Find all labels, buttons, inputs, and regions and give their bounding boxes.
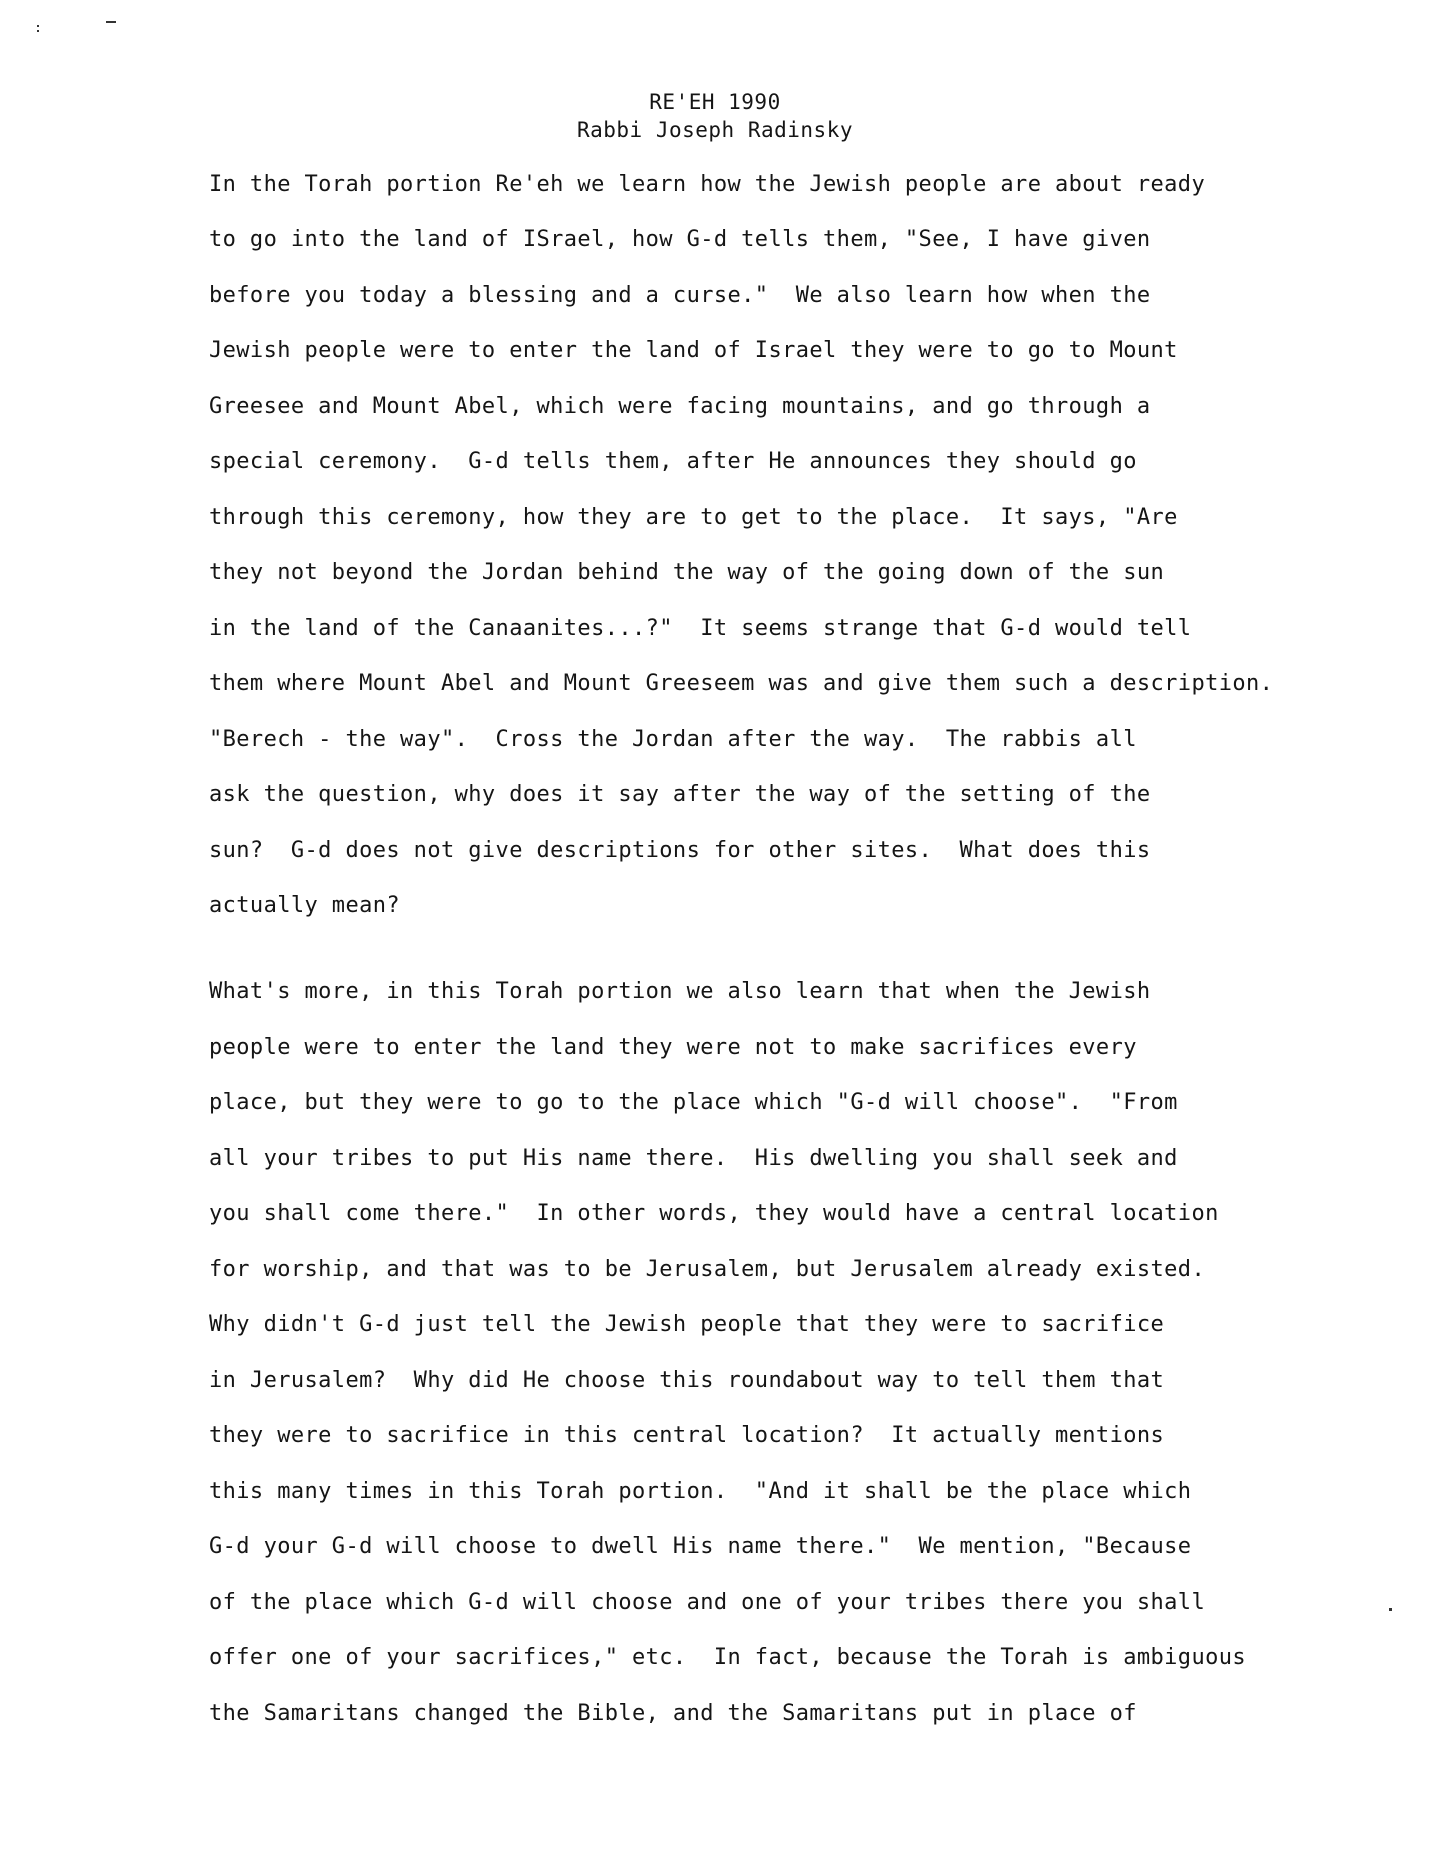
text-line: place, but they were to go to the place which "G-d will choose". "From	[209, 1090, 1178, 1115]
document-author: Rabbi Joseph Radinsky	[576, 118, 853, 142]
text-line: all your tribes to put His name there. His dwelling you shall seek and	[209, 1146, 1178, 1171]
text-line: Jewish people were to enter the land of Israel they were to go to Mount	[209, 338, 1178, 363]
text-line: Why didn't G-d just tell the Jewish people that they were to sacrifice	[209, 1312, 1165, 1337]
text-line: offer one of your sacrifices," etc. In fact, because the Torah is ambiguous	[209, 1645, 1247, 1670]
text-line: them where Mount Abel and Mount Greeseem was and give them such a description.	[209, 671, 1274, 696]
text-line: in the land of the Canaanites...?" It seems strange that G-d would tell	[209, 616, 1192, 641]
text-line: "Berech - the way". Cross the Jordan after the way. The rabbis all	[209, 727, 1137, 752]
scan-speck	[37, 25, 39, 27]
text-line: ask the question, why does it say after the way of the setting of the	[209, 782, 1151, 807]
scan-speck	[106, 21, 116, 23]
text-line: In the Torah portion Re'eh we learn how the Jewish people are about ready	[209, 172, 1206, 197]
text-line: before you today a blessing and a curse." We also learn how when the	[209, 283, 1151, 308]
text-line: for worship, and that was to be Jerusalem, but Jerusalem already existed.	[209, 1257, 1206, 1282]
text-line: this many times in this Torah portion. "And it shall be the place which	[209, 1479, 1192, 1504]
text-line: in Jerusalem? Why did He choose this roundabout way to tell them that	[209, 1368, 1165, 1393]
text-line: special ceremony. G-d tells them, after He announces they should go	[209, 449, 1137, 474]
text-line: G-d your G-d will choose to dwell His name there." We mention, "Because	[209, 1534, 1192, 1559]
text-line: you shall come there." In other words, they would have a central location	[209, 1201, 1219, 1226]
text-line: of the place which G-d will choose and one of your tribes there you shall	[209, 1590, 1206, 1615]
text-line: through this ceremony, how they are to get to the place. It says, "Are	[209, 505, 1178, 530]
text-line: actually mean?	[209, 893, 401, 918]
text-line: Greesee and Mount Abel, which were facing mountains, and go through a	[209, 394, 1151, 419]
text-line: they not beyond the Jordan behind the way of the going down of the sun	[209, 560, 1165, 585]
text-line: the Samaritans changed the Bible, and the Samaritans put in place of	[209, 1701, 1137, 1726]
document-title: RE'EH 1990	[649, 90, 781, 114]
text-line: people were to enter the land they were not to make sacrifices every	[209, 1035, 1137, 1060]
text-line: to go into the land of ISrael, how G-d tells them, "See, I have given	[209, 227, 1151, 252]
text-line: sun? G-d does not give descriptions for other sites. What does this	[209, 838, 1151, 863]
text-line: What's more, in this Torah portion we also learn that when the Jewish	[209, 979, 1151, 1004]
scan-speck	[1389, 1608, 1392, 1611]
text-line: they were to sacrifice in this central location? It actually mentions	[209, 1423, 1165, 1448]
scan-speck	[37, 30, 39, 32]
